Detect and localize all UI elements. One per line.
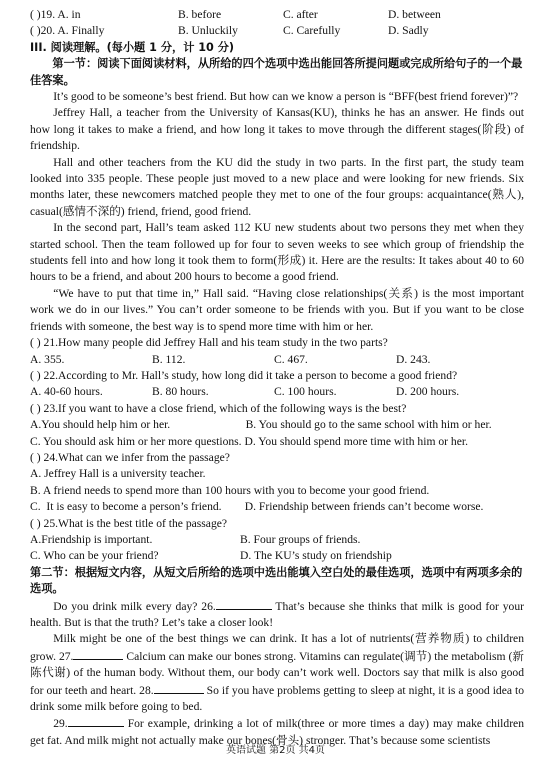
question-24-options-cd: C. It is easy to become a person’s friend. D. Friendship between friends can’t become worse. [30,500,484,514]
option-a: A. 355. [30,352,65,366]
option-c: C. Who can be your friend? [30,549,159,563]
option-c: C. 467. [274,352,308,366]
question-24-stem: ( ) 24.What can we infer from the passage? [30,450,230,464]
question-23-stem: ( ) 23.If you want to have a close friend, which of the following ways is the best? [30,401,407,415]
cloze-text: So if you have problems getting to sleep at night, it is a good idea to drink some milk before going to bed. [30,683,525,714]
question-19-a: ( )19. A. in [30,8,81,21]
answer-blank-26[interactable] [216,598,272,610]
question-20-c: C. Carefully [283,24,341,38]
question-19-b: B. before [178,8,222,21]
question-22-options [30,384,524,400]
option-b: B. 112. [152,352,186,366]
part2-instruction: 第二节：根据短文内容，从短文后所给的选项中选出能填入空白处的最佳选项，选项中有两项多余的选项。 [30,565,523,596]
answer-blank-28[interactable] [154,682,204,694]
question-22-stem: ( ) 22.According to Mr. Hall’s study, how long did it take a person to become a good friend? [30,368,458,382]
question-23-options-line-2: C. You should ask him or her more questions. D. You should spend more time with him or her. [30,434,468,448]
question-19-d: D. between [388,8,441,21]
question-25-options-ab [30,532,524,548]
question-21-options [30,352,524,368]
cloze-paragraph-1 [30,598,524,632]
option-c: C. 100 hours. [274,385,337,399]
question-23-options-line-1: A.You should help him or her. B. You should go to the same school with him or her. [30,418,492,432]
question-20-a: ( )20. A. Finally [30,24,105,38]
question-19-c: C. after [283,8,318,21]
option-b: B. 80 hours. [152,385,209,399]
passage-paragraph: Jeffrey Hall, a teacher from the University of Kansas(KU), thinks he has an answer. He finds out how long it takes to make a friend, and how long it takes to move through the different stages(阶段) of friendship. [30,106,524,153]
answer-blank-29[interactable] [68,715,124,727]
passage-paragraph: “We have to put that time in,” Hall said. “Having close relationships(关系) is the most important work we do in our lives.” You can’t order someone to be friends with you. But if you want to be close friends with someone, the best way is to spend more time with him or her. [30,286,524,333]
cloze-text: That’s because she thinks that milk is good for your health. But is that the truth? Let’s take a closer look! [30,599,524,629]
passage-paragraph: In the second part, Hall’s team asked 112 KU new students about two persons they met when they started school. Then the team followed up for four to seven weeks to see which group of friendship the students fell into and how long it took them to form(形成) it. Here are the results: It takes about 40 to 60 hours to be a friend, and about 200 hours to become a good friend. [30,221,524,284]
option-d: D. 200 hours. [396,385,460,399]
question-20-b: B. Unluckily [178,24,238,38]
cloze-text: For example, drinking a lot of milk(three or more times a day) may make children get fat. And milk might not actually make our bones(骨头) stronger. That’s because some scientists [30,717,524,747]
question-21-stem: ( ) 21.How many people did Jeffrey Hall and his team study in the two parts? [30,336,388,350]
passage-paragraph: It’s good to be someone’s best friend. But how can we know a person is “BFF(best friend forever)”? [53,90,519,103]
cloze-text: 29. [53,717,68,731]
option-row-20 [30,23,524,39]
option-a: A.Friendship is important. [30,532,153,546]
cloze-text: Calcium can make our bones strong. Vitamins can regulate(调节) the metabolism (新陈代谢) of the human body. Without them, our body can’t work well. Doctors say that milk is also good for our teeth and heart. 28. [30,649,524,697]
passage-paragraph: Hall and other teachers from the KU did the study in two parts. In the first part, the study team looked into 335 people. These people just moved to a new place and were looking for new friends. Six months later, these newcomers matched people they met to one of the four groups: acquaintance(熟人), casual(感情不深的) friend, friend, good friend. [30,155,524,218]
question-25-stem: ( ) 25.What is the best title of the passage? [30,516,228,530]
cloze-text: Do you drink milk every day? 26. [53,599,216,613]
option-d: D. The KU’s study on friendship [240,549,392,563]
option-b: B. Four groups of friends. [240,532,361,546]
part1-instruction: 第一节：阅读下面阅读材料，从所给的四个选项中选出能回答所提问题或完成所给句子的一个最佳答案。 [30,57,523,87]
page-footer: 英语试题 第2页 共4页 [225,745,326,756]
question-25-options-cd [30,548,524,564]
question-24-option-b: B. A friend needs to spend more than 100 hours with you to become your good friend. [30,483,430,497]
option-row-19 [30,7,524,23]
question-20-d: D. Sadly [388,24,429,38]
answer-blank-27[interactable] [73,648,123,660]
cloze-paragraph-2 [30,631,524,715]
cloze-text: Milk might be one of the best things we can drink. It has a lot of nutrients(营养物质) to children grow. 27. [30,632,524,663]
option-a: A. 40-60 hours. [30,385,103,399]
option-d: D. 243. [396,352,431,366]
question-24-option-a: A. Jeffrey Hall is a university teacher. [30,467,206,481]
page-content [30,7,524,749]
section-title: III. 阅读理解。(每小题 1 分，计 10 分) [30,40,235,54]
